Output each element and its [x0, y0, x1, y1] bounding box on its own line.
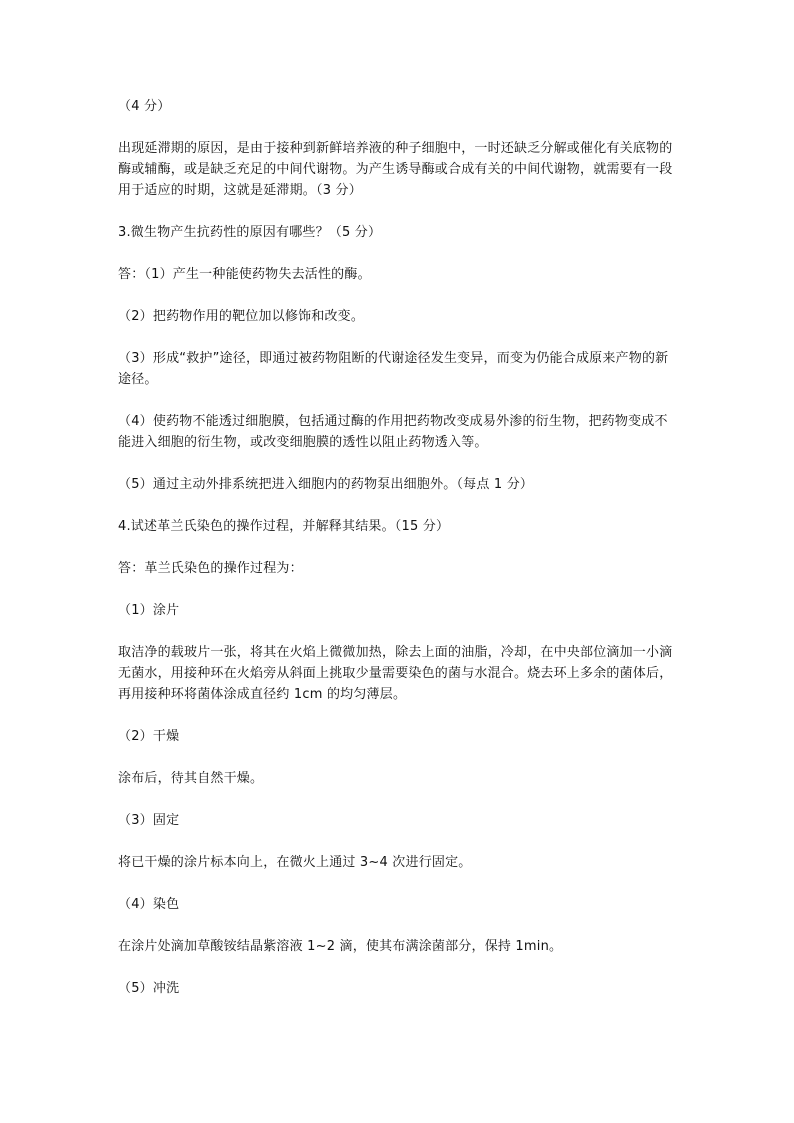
step-4-heading: （4）染色: [118, 897, 180, 912]
question-3-heading: 3.微生物产生抗药性的原因有哪些？（5 分）: [118, 225, 382, 240]
answer-3-item-5: （5）通过主动外排系统把进入细胞内的药物泵出细胞外。（每点 1 分）: [118, 477, 534, 492]
answer-3-item-2: （2）把药物作用的靶位加以修饰和改变。: [118, 309, 365, 324]
step-2-text: 涂布后，待其自然干燥。: [118, 771, 264, 786]
step-1-heading: （1）涂片: [118, 603, 180, 618]
answer-3-item-1: 答：（1）产生一种能使药物失去活性的酶。: [118, 267, 371, 282]
answer-4-intro: 答：革兰氏染色的操作过程为：: [118, 561, 303, 576]
step-4-text: 在涂片处滴加草酸铵结晶紫溶液 1~2 滴，使其布满涂菌部分，保持 1min。: [118, 939, 563, 954]
question-4-heading: 4.试述革兰氏染色的操作过程，并解释其结果。（15 分）: [118, 519, 450, 534]
answer-3-item-4: （4）使药物不能透过细胞膜，包括通过酶的作用把药物改变成易外渗的衍生物，把药物变成不能进入细胞的衍生物，或改变细胞膜的透性以阻止药物透入等。: [118, 414, 668, 450]
answer-3-item-3: （3）形成“救护”途径，即通过被药物阻断的代谢途径发生变异，而变为仍能合成原来产物的新途径。: [118, 351, 669, 387]
paragraph-lag-phase-reason: 出现延滞期的原因，是由于接种到新鲜培养液的种子细胞中，一时还缺乏分解或催化有关底物的酶或辅酶，或是缺乏充足的中间代谢物。为产生诱导酶或合成有关的中间代谢物，就需要有一段用于适应的时期，这就是延滞期。（3 分）: [118, 141, 673, 198]
step-1-text: 取洁净的载玻片一张，将其在火焰上微微加热，除去上面的油脂，冷却，在中央部位滴加一小滴无菌水，用接种环在火焰旁从斜面上挑取少量需要染色的菌与水混合。烧去环上多余的菌体后，再用接种环将菌体涂成直径约 1cm 的均匀薄层。: [118, 645, 673, 702]
step-3-heading: （3）固定: [118, 813, 180, 828]
paragraph-score-4: （4 分）: [118, 99, 171, 114]
step-5-heading: （5）冲洗: [118, 981, 180, 996]
step-2-heading: （2）干燥: [118, 729, 180, 744]
step-3-text: 将已干燥的涂片标本向上，在微火上通过 3~4 次进行固定。: [118, 855, 472, 870]
document-page: [118, 96, 680, 1020]
